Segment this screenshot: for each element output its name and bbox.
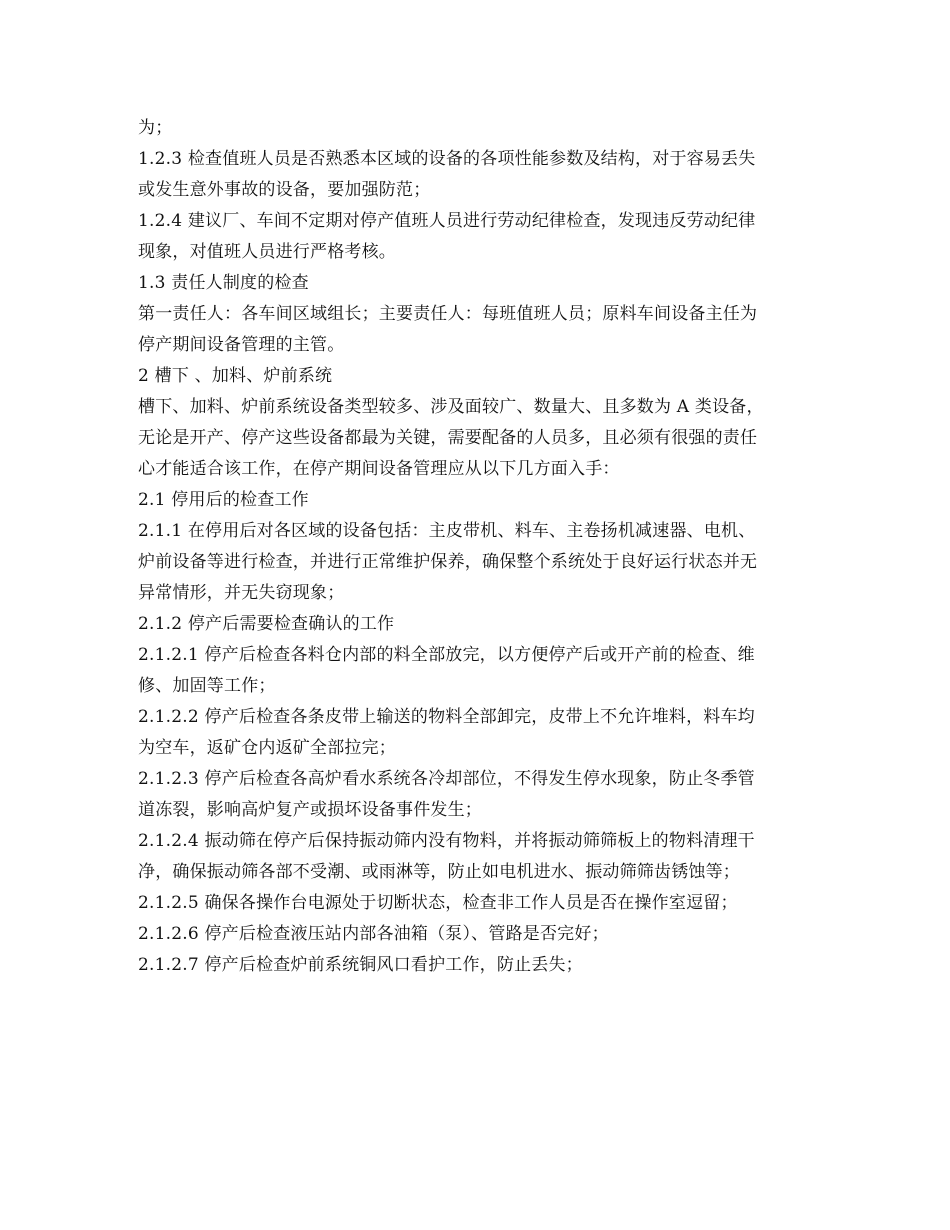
text-line: 异常情形，并无失窃现象； bbox=[138, 583, 345, 603]
text-line: 2.1.2.6 停产后检查液压站内部各油箱（泵）、管路是否完好； bbox=[138, 924, 609, 944]
section-heading: 2 槽下 、加料、炉前系统 bbox=[138, 366, 333, 386]
text-line: 修、加固等工作； bbox=[138, 676, 276, 696]
text-line: 2.1.2.4 振动筛在停产后保持振动筛内没有物料，并将振动筛筛板上的物料清理干 bbox=[138, 831, 755, 851]
text-line: 2.1.2.5 确保各操作台电源处于切断状态，检查非工作人员是否在操作室逗留； bbox=[138, 893, 738, 913]
text-line: 道冻裂，影响高炉复产或损坏设备事件发生； bbox=[138, 800, 482, 820]
text-line: 停产期间设备管理的主管。 bbox=[138, 335, 345, 355]
text-line: 2.1.2.2 停产后检查各条皮带上输送的物料全部卸完，皮带上不允许堆料，料车均 bbox=[138, 707, 755, 727]
section-heading: 2.1 停用后的检查工作 bbox=[138, 490, 309, 510]
section-heading: 1.3 责任人制度的检查 bbox=[138, 273, 309, 293]
text-line: 为； bbox=[138, 118, 173, 138]
text-line: 第一责任人：各车间区域组长；主要责任人：每班值班人员；原料车间设备主任为 bbox=[138, 304, 758, 324]
document-body bbox=[138, 113, 818, 981]
text-line: 槽下、加料、炉前系统设备类型较多、涉及面较广、数量大、且多数为 A 类设备， bbox=[138, 397, 764, 417]
text-line: 1.2.3 检查值班人员是否熟悉本区域的设备的各项性能参数及结构，对于容易丢失 bbox=[138, 149, 756, 169]
text-line: 2.1.2.1 停产后检查各料仓内部的料全部放完，以方便停产后或开产前的检查、维 bbox=[138, 645, 755, 665]
text-line: 2.1.2.7 停产后检查炉前系统铜风口看护工作，防止丢失； bbox=[138, 955, 583, 975]
text-line: 净，确保振动筛各部不受潮、或雨淋等，防止如电机进水、振动筛筛齿锈蚀等； bbox=[138, 862, 740, 882]
section-heading: 2.1.2 停产后需要检查确认的工作 bbox=[138, 614, 395, 634]
text-line: 2.1.1 在停用后对各区域的设备包括：主皮带机、料车、主卷扬机减速器、电机、 bbox=[138, 521, 756, 541]
text-line: 1.2.4 建议厂、车间不定期对停产值班人员进行劳动纪律检查，发现违反劳动纪律 bbox=[138, 211, 756, 231]
text-line: 2.1.2.3 停产后检查各高炉看水系统各冷却部位，不得发生停水现象，防止冬季管 bbox=[138, 769, 755, 789]
text-line: 心才能适合该工作，在停产期间设备管理应从以下几方面入手： bbox=[138, 459, 620, 479]
text-line: 炉前设备等进行检查，并进行正常维护保养，确保整个系统处于良好运行状态并无 bbox=[138, 552, 758, 572]
text-line: 无论是开产、停产这些设备都最为关键，需要配备的人员多，且必须有很强的责任 bbox=[138, 428, 758, 448]
text-line: 现象，对值班人员进行严格考核。 bbox=[138, 242, 396, 262]
text-line: 为空车，返矿仓内返矿全部拉完； bbox=[138, 738, 396, 758]
text-line: 或发生意外事故的设备，要加强防范； bbox=[138, 180, 431, 200]
